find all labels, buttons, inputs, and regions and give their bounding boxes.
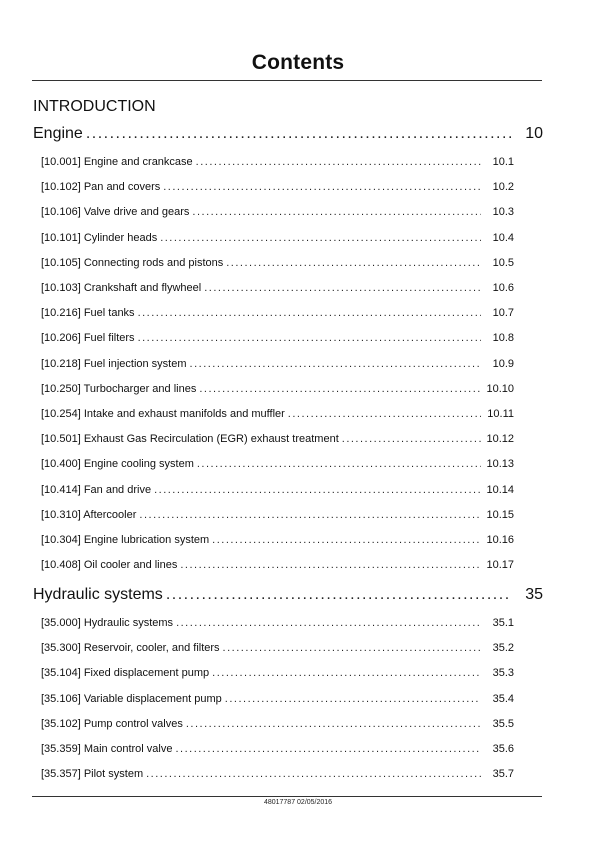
toc-entry-label: [35.300] Reservoir, cooler, and filters (41, 642, 220, 655)
toc-entry[interactable] (41, 718, 514, 730)
leader-dots (225, 693, 481, 705)
leader-dots (199, 383, 481, 395)
toc-entry-label: [10.216] Fuel tanks (41, 307, 135, 320)
leader-dots (180, 559, 481, 571)
leader-dots (163, 181, 481, 193)
toc-entry[interactable] (41, 181, 514, 193)
toc-section-page: 35 (525, 586, 543, 603)
leader-dots (342, 433, 481, 445)
toc-entry-label: [10.408] Oil cooler and lines (41, 559, 178, 572)
bottom-divider (32, 796, 542, 797)
toc-entry-page: 10.4 (492, 231, 514, 244)
toc-entry-label: [10.001] Engine and crankcase (41, 156, 193, 168)
leader-dots (138, 307, 481, 319)
toc-entry-page: 10.16 (486, 534, 514, 546)
toc-entry[interactable] (41, 332, 514, 344)
leader-dots (196, 156, 481, 168)
toc-entry-page: 10.11 (487, 408, 514, 420)
toc-entry[interactable] (41, 534, 514, 546)
footer-doc-id: 48017787 02/05/2016 (263, 799, 333, 806)
leader-dots (192, 206, 481, 218)
page-title: Contents (251, 51, 345, 74)
toc-entry[interactable] (41, 232, 514, 244)
toc-entry-label: [10.250] Turbocharger and lines (41, 382, 197, 395)
toc-entry-label: [35.104] Fixed displacement pump (41, 667, 210, 680)
toc-entry[interactable] (41, 693, 514, 705)
toc-entry[interactable] (41, 484, 514, 496)
toc-entry-label: [10.501] Exhaust Gas Recirculation (EGR) exhaust treatment (41, 433, 339, 446)
toc-entry-page: 10.3 (492, 206, 514, 219)
toc-entry-page: 35.5 (492, 717, 514, 730)
toc-entry-page: 10.2 (492, 181, 514, 194)
toc-section[interactable] (33, 125, 543, 143)
leader-dots (146, 768, 481, 780)
toc-entry-label: [10.105] Connecting rods and pistons (41, 256, 224, 269)
toc-entry-page: 10.8 (492, 332, 514, 345)
leader-dots (288, 408, 481, 420)
leader-dots (138, 332, 481, 344)
toc-entry-page: 35.7 (492, 768, 514, 781)
leader-dots (204, 282, 481, 294)
toc-entry[interactable] (41, 433, 514, 445)
toc-section-page: 10 (525, 125, 543, 142)
toc-entry-page: 10.17 (486, 559, 514, 572)
toc-entry[interactable] (41, 358, 514, 370)
leader-dots (175, 743, 481, 755)
toc-entry[interactable] (41, 667, 514, 679)
toc-entry-label: [10.106] Valve drive and gears (41, 206, 190, 219)
top-divider (32, 80, 542, 81)
toc-entry-label: [10.102] Pan and covers (41, 181, 161, 194)
toc-entry-label: [35.359] Main control valve (41, 743, 173, 755)
toc-section-title: Hydraulic systems (33, 586, 163, 603)
toc-entry-page: 35.3 (492, 667, 514, 680)
leader-dots (190, 358, 481, 370)
toc-entry[interactable] (41, 408, 514, 420)
leader-dots (86, 125, 512, 143)
toc-entry-page: 10.14 (486, 483, 514, 496)
toc-introduction[interactable]: INTRODUCTION (33, 98, 156, 115)
toc-entry-page: 35.1 (492, 617, 514, 629)
leader-dots (139, 509, 481, 521)
toc-entry[interactable] (41, 458, 514, 470)
toc-entry-page: 10.15 (486, 508, 514, 521)
toc-entry-page: 10.7 (492, 307, 514, 320)
toc-entry-label: [35.102] Pump control valves (41, 717, 183, 730)
toc-entry-label: [35.000] Hydraulic systems (41, 617, 174, 629)
toc-entry-label: [10.310] Aftercooler (41, 508, 137, 521)
toc-entry-page: 10.10 (486, 382, 514, 395)
toc-entry[interactable] (41, 559, 514, 571)
toc-entry-page: 10.5 (492, 256, 514, 269)
toc-section-title: Engine (33, 125, 83, 142)
toc-entry-page: 10.13 (486, 458, 514, 471)
toc-entry-page: 10.9 (492, 357, 514, 370)
toc-entry-label: [10.400] Engine cooling system (41, 458, 194, 471)
toc-entry[interactable] (41, 257, 514, 269)
toc-entry-label: [10.414] Fan and drive (41, 483, 152, 496)
leader-dots (212, 667, 481, 679)
toc-entry[interactable] (41, 383, 514, 395)
leader-dots (154, 484, 481, 496)
toc-entry-page: 10.12 (486, 433, 514, 446)
toc-entry-label: [10.101] Cylinder heads (41, 231, 158, 244)
leader-dots (186, 718, 481, 730)
toc-entry[interactable] (41, 307, 514, 319)
leader-dots (160, 232, 481, 244)
toc-entry-label: [10.218] Fuel injection system (41, 357, 187, 370)
leader-dots (212, 534, 481, 546)
toc-entry-page: 10.1 (492, 156, 514, 168)
toc-entry[interactable] (41, 206, 514, 218)
toc-entry[interactable] (41, 282, 514, 294)
toc-entry-page: 35.6 (492, 743, 514, 755)
toc-entry-page: 35.2 (492, 642, 514, 655)
toc-entry-page: 35.4 (492, 692, 514, 705)
leader-dots (176, 617, 481, 629)
leader-dots (166, 586, 512, 604)
toc-entry[interactable] (41, 768, 514, 780)
toc-entry[interactable] (41, 642, 514, 654)
toc-section[interactable] (33, 586, 543, 604)
toc-entry-label: [10.304] Engine lubrication system (41, 534, 210, 546)
toc-entry-label: [10.103] Crankshaft and flywheel (41, 282, 202, 294)
toc-entry[interactable] (41, 743, 514, 755)
toc-entry[interactable] (41, 509, 514, 521)
leader-dots (223, 642, 481, 654)
toc-entry-page: 10.6 (492, 282, 514, 294)
toc-entry[interactable] (41, 156, 514, 168)
toc-entry-label: [35.357] Pilot system (41, 768, 144, 781)
toc-entry[interactable] (41, 617, 514, 629)
toc-entry-label: [35.106] Variable displacement pump (41, 692, 222, 705)
toc-entry-label: [10.254] Intake and exhaust manifolds and muffler (41, 408, 285, 420)
leader-dots (226, 257, 481, 269)
leader-dots (197, 458, 481, 470)
toc-entry-label: [10.206] Fuel filters (41, 332, 135, 345)
